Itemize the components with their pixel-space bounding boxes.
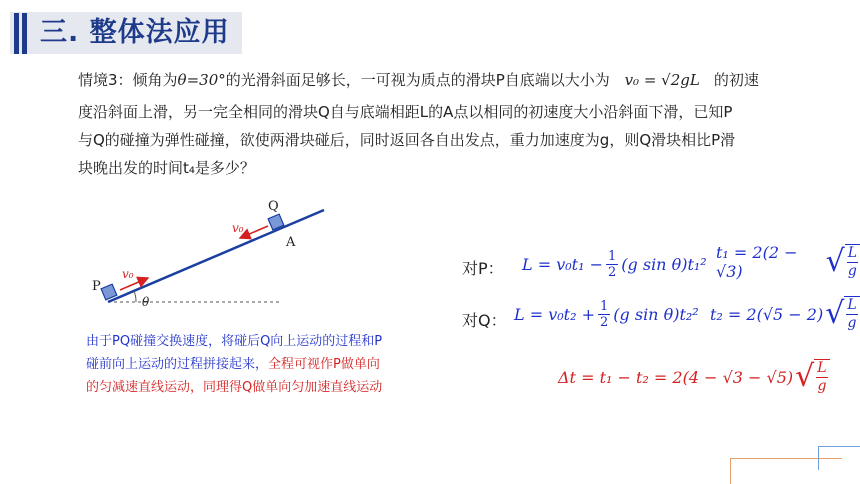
equation-q-lhs: L = v₀t₂ + bbox=[514, 304, 595, 324]
problem-line-3: 与Q的碰撞为弹性碰撞，欲使两滑块碰后，同时返回各自出发点，重力加速度为g，则Q滑块相比P滑 bbox=[78, 131, 736, 149]
sqrt-l-over-g: √ $\frac{L}{g}$ bbox=[825, 296, 859, 332]
t2-result bbox=[710, 292, 860, 336]
sqrt-l-over-g: √ $\frac{L}{g}$ bbox=[826, 244, 860, 280]
sqrt-numerator: L bbox=[817, 360, 827, 376]
note-line-3: 的匀减速直线运动，同理得Q做单向匀加速直线运动 bbox=[86, 380, 383, 395]
t1-expression: t₁ = 2(2 − √3) bbox=[716, 243, 798, 281]
sqrt-denominator: g bbox=[847, 263, 857, 279]
corner-line-blue bbox=[818, 446, 819, 470]
corner-line-blue bbox=[818, 446, 860, 447]
equation-q bbox=[514, 294, 699, 334]
fraction-numerator: 1 bbox=[600, 298, 609, 314]
label-p: P bbox=[92, 279, 101, 294]
corner-line-orange bbox=[730, 458, 731, 484]
t2-expression: t₂ = 2(√5 − 2) bbox=[710, 304, 824, 324]
angle-arc bbox=[134, 291, 136, 302]
label-v0-p: v₀ bbox=[122, 267, 134, 281]
header-accent-bar bbox=[14, 13, 19, 54]
equation-p-rhs: (g sin θ)t₁² bbox=[621, 254, 707, 274]
sqrt-l-over-g: √ $\frac{L}{g}$ bbox=[795, 359, 829, 395]
problem-text: 的初速 bbox=[713, 71, 759, 89]
label-v0-q: v₀ bbox=[232, 221, 244, 235]
incline-diagram bbox=[80, 190, 340, 320]
sqrt-denominator: g bbox=[817, 378, 827, 394]
equation-p bbox=[522, 244, 707, 284]
fraction-half bbox=[598, 299, 610, 330]
fraction-denominator: 2 bbox=[600, 314, 609, 330]
incline-surface bbox=[108, 210, 324, 302]
sqrt-numerator: L bbox=[847, 245, 857, 261]
problem-text: 的光滑斜面足够长，一可视为质点的滑块P自底端以大小为 bbox=[225, 71, 610, 89]
note-line-2 bbox=[86, 353, 446, 376]
corner-line-orange bbox=[730, 458, 842, 459]
sqrt-numerator: L bbox=[847, 297, 857, 313]
delta-t-expression: Δt = t₁ − t₂ = 2(4 − √3 − √5) bbox=[558, 367, 794, 387]
section-title: 三. 整体法应用 bbox=[40, 17, 230, 48]
problem-text: 情境3：倾角为 bbox=[78, 71, 178, 89]
delta-t-result bbox=[558, 354, 830, 400]
problem-line-4: 块晚出发的时间t₄是多少？ bbox=[78, 159, 255, 177]
equation-q-rhs: (g sin θ)t₂² bbox=[613, 304, 699, 324]
note-text-red: 全程可视作P做单向 bbox=[268, 357, 380, 372]
sqrt-denominator: g bbox=[847, 315, 857, 331]
label-a: A bbox=[286, 235, 296, 250]
theta-value: θ=30° bbox=[177, 71, 226, 89]
initial-velocity-formula: v₀ = √2gL bbox=[624, 71, 700, 89]
problem-line-2: 度沿斜面上滑，另一完全相同的滑块Q自与底端相距L的A点以相同的初速度大小沿斜面下滑，已知P bbox=[78, 103, 733, 121]
problem-line-1 bbox=[78, 68, 798, 92]
fraction-half bbox=[606, 249, 618, 280]
equation-p-lhs: L = v₀t₁ − bbox=[522, 254, 603, 274]
label-q: Q bbox=[268, 199, 279, 214]
label-for-p: 对P： bbox=[462, 259, 504, 278]
label-theta: θ bbox=[142, 295, 150, 309]
header-accent-bar bbox=[22, 13, 27, 54]
label-for-q: 对Q： bbox=[462, 311, 507, 330]
fraction-numerator: 1 bbox=[608, 248, 617, 264]
t1-result bbox=[716, 240, 860, 284]
fraction-denominator: 2 bbox=[608, 264, 617, 280]
note-text-blue: 碰前向上运动的过程拼接起来， bbox=[86, 357, 269, 372]
note-line-1: 由于PQ碰撞交换速度，将碰后Q向上运动的过程和P bbox=[86, 334, 383, 349]
block-p bbox=[101, 284, 117, 300]
